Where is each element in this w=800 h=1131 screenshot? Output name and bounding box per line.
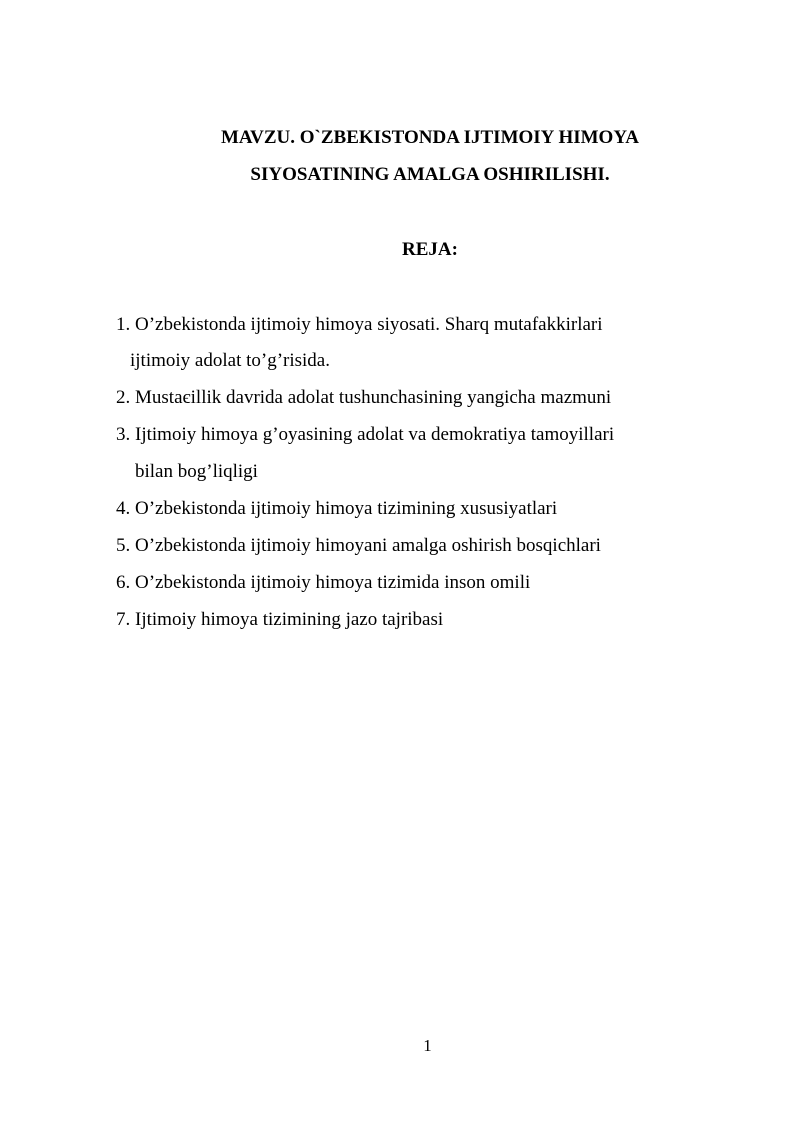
page-number: 1: [423, 1036, 432, 1055]
plan-item-2: 2. Mustaєillik davrida adolat tushunchasining yangicha mazmuni: [116, 387, 612, 408]
plan-item-1-continued: ijtimoiy adolat to’g’risida.: [130, 350, 330, 371]
title-line-2: SIYOSATINING AMALGA OSHIRILISHI.: [250, 164, 610, 185]
plan-heading: REJA:: [402, 239, 458, 260]
title-line-1: MAVZU. O`ZBEKISTONDA IJTIMOIY HIMOYA: [220, 127, 640, 148]
plan-item-7: 7. Ijtimoiy himoya tizimining jazo tajribasi: [116, 609, 444, 630]
plan-item-4: 4. O’zbekistonda ijtimoiy himoya tizimining xususiyatlari: [116, 498, 558, 519]
plan-item-3-continued: bilan bog’liqligi: [135, 461, 258, 482]
plan-item-3: 3. Ijtimoiy himoya g’oyasining adolat va demokratiya tamoyillari: [116, 424, 615, 445]
plan-item-1: 1. O’zbekistonda ijtimoiy himoya siyosati. Sharq mutafakkirlari: [116, 314, 603, 335]
plan-item-5: 5. O’zbekistonda ijtimoiy himoyani amalga oshirish bosqichlari: [116, 535, 601, 556]
plan-item-6: 6. O’zbekistonda ijtimoiy himoya tizimida inson omili: [116, 572, 531, 593]
